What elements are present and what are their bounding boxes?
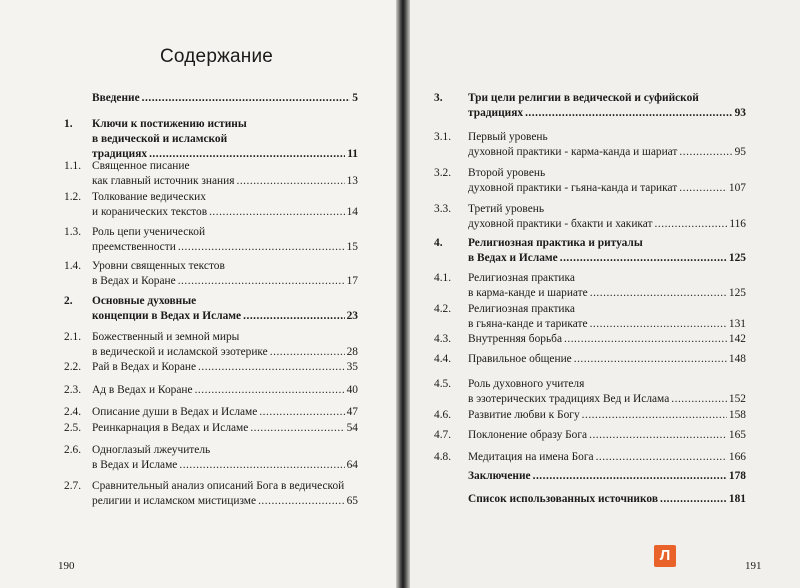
toc-entry-body (468, 236, 746, 266)
toc-entry-title-line: Внутренняя борьба (468, 333, 563, 345)
toc-entry-number: 2.6. (64, 444, 82, 456)
right-page (410, 0, 800, 588)
toc-entry-body (468, 332, 746, 347)
toc-entry-number: 2.7. (64, 480, 82, 492)
toc-entry-number: 4.4. (434, 353, 452, 365)
toc-entry-number: 2.4. (64, 406, 82, 418)
toc-entry-number: 1.1. (64, 160, 82, 172)
toc-entry-page: 165 (728, 429, 746, 441)
toc-entry-title-line: Священное писание (92, 160, 190, 172)
toc-entry-body (468, 302, 746, 332)
toc-entry-title-line: Второй уровень (468, 167, 546, 179)
toc-entry-number: 4.8. (434, 451, 452, 463)
toc-entry-page: 23 (346, 310, 358, 322)
toc-entry-title-line: Ключи к постижению истины (92, 118, 247, 130)
dot-leader (590, 286, 727, 301)
publisher-logo-icon: Л (654, 545, 676, 567)
toc-entry-page: 47 (346, 406, 358, 418)
toc-entry-number: 4. (434, 237, 443, 249)
dot-leader (178, 240, 345, 255)
dot-leader (142, 91, 351, 106)
toc-entry-page: 166 (728, 451, 746, 463)
toc-entry-title-line: Религиозная практика и ритуалы (468, 237, 643, 249)
dot-leader (671, 392, 727, 407)
toc-entry-page: 17 (346, 275, 358, 287)
dot-leader (590, 317, 727, 332)
toc-entry-page: 125 (728, 252, 746, 264)
toc-entry-title-line: в Ведах и Исламе (92, 459, 178, 471)
toc-entry-title-line: и коранических текстов (92, 206, 208, 218)
toc-entry-title-line: в карма-канде и шариате (468, 287, 588, 299)
toc-entry-body (92, 360, 358, 375)
toc-entry-body (468, 271, 746, 301)
toc-entry-page: 40 (346, 384, 358, 396)
toc-entry-page: 148 (728, 353, 746, 365)
dot-leader (525, 106, 733, 121)
dot-leader (209, 205, 345, 220)
dot-leader (179, 458, 344, 473)
toc-entry-page: 107 (728, 182, 746, 194)
toc-entry-number: 2.1. (64, 331, 82, 343)
toc-entry-title-line: Первый уровень (468, 131, 548, 143)
toc-entry-number: 3.1. (434, 131, 452, 143)
toc-entry-body (468, 492, 746, 507)
toc-entry-title-line: Третий уровень (468, 203, 545, 215)
toc-entry-title-line: традициях (92, 148, 148, 160)
toc-entry-page: 65 (346, 495, 358, 507)
toc-entry-page: 95 (734, 146, 746, 158)
toc-entry-page: 142 (728, 333, 746, 345)
toc-entry-title-line: в Ведах и Коране (92, 275, 176, 287)
toc-entry-page: 116 (729, 218, 746, 230)
toc-entry-body (92, 330, 358, 360)
toc-entry-title-line: Поклонение образу Бога (468, 429, 588, 441)
toc-entry-body (468, 408, 746, 423)
dot-leader (195, 383, 345, 398)
toc-entry-page: 11 (347, 148, 358, 160)
toc-entry-number: 3.2. (434, 167, 452, 179)
toc-entry-page: 54 (346, 422, 358, 434)
dot-leader (589, 428, 727, 443)
toc-entry-body (92, 225, 358, 255)
page-number-left: 190 (58, 560, 75, 572)
toc-entry-number: 3.3. (434, 203, 452, 215)
toc-entry-title-line: Толкование ведических (92, 191, 206, 203)
dot-leader (582, 408, 727, 423)
toc-entry-title-line: Описание души в Ведах и Исламе (92, 406, 258, 418)
toc-entry-body (468, 469, 746, 484)
toc-entry-page: 158 (728, 409, 746, 421)
toc-entry-page: 125 (728, 287, 746, 299)
toc-entry-title-line: Реинкарнация в Ведах и Исламе (92, 422, 249, 434)
toc-entry-title-line: концепции в Ведах и Исламе (92, 310, 242, 322)
toc-entry-title-line: в гьяна-канде и тарикате (468, 318, 588, 330)
toc-entry-page: 14 (346, 206, 358, 218)
toc-entry-title-line: Роль духовного учителя (468, 378, 585, 390)
page-title: Содержание (160, 46, 274, 67)
toc-entry-title-line: Религиозная практика (468, 303, 575, 315)
toc-entry-number: 1.4. (64, 260, 82, 272)
toc-entry-body (92, 443, 358, 473)
toc-entry-title-line: в ведической и исламской (92, 133, 228, 145)
toc-entry-title-line: Медитация на имена Бога (468, 451, 594, 463)
toc-entry-body (92, 479, 358, 509)
dot-leader (564, 332, 727, 347)
toc-entry-title-line: Рай в Ведах и Коране (92, 361, 197, 373)
toc-entry-title-line: в эзотерических традициях Вед и Ислама (468, 393, 670, 405)
toc-entry-page: 152 (728, 393, 746, 405)
toc-entry-title-line: религии и исламском мистицизме (92, 495, 257, 507)
toc-entry-page: 13 (346, 175, 358, 187)
toc-entry-title-line: Заключение (468, 470, 531, 482)
toc-entry-number: 2.5. (64, 422, 82, 434)
toc-entry-page: 35 (346, 361, 358, 373)
dot-leader (596, 450, 727, 465)
toc-entry-body (468, 377, 746, 407)
toc-entry-body (468, 450, 746, 465)
toc-entry-body (468, 166, 746, 196)
toc-entry-title-line: как главный источник знания (92, 175, 235, 187)
toc-entry-title-line: Ад в Ведах и Коране (92, 384, 193, 396)
toc-entry-page: 28 (346, 346, 358, 358)
toc-entry-page: 93 (734, 107, 746, 119)
dot-leader (243, 309, 344, 324)
toc-entry-number: 3. (434, 92, 443, 104)
toc-entry-page: 5 (352, 92, 358, 104)
toc-entry-body (92, 421, 358, 436)
toc-entry-body (468, 428, 746, 443)
dot-leader (259, 405, 344, 420)
toc-entry-body (468, 91, 746, 121)
toc-entry-body (468, 130, 746, 160)
toc-entry-number: 4.3. (434, 333, 452, 345)
toc-entry-body (92, 159, 358, 189)
toc-entry-page: 15 (346, 241, 358, 253)
toc-entry-number: 1.2. (64, 191, 82, 203)
dot-leader (250, 421, 344, 436)
toc-entry-title-line: Одноглазый лжеучитель (92, 444, 211, 456)
toc-entry-title-line: в ведической и исламской эзотерике (92, 346, 268, 358)
toc-entry-page: 181 (728, 493, 746, 505)
dot-leader (533, 469, 727, 484)
toc-entry-body (92, 91, 358, 106)
toc-entry-number: 4.6. (434, 409, 452, 421)
toc-entry-number: 4.2. (434, 303, 452, 315)
left-page (0, 0, 396, 588)
toc-entry-title-line: Уровни священных текстов (92, 260, 225, 272)
toc-entry-number: 2.3. (64, 384, 82, 396)
toc-entry-title-line: преемственности (92, 241, 176, 253)
dot-leader (270, 345, 345, 360)
toc-entry-title-line: Введение (92, 92, 140, 104)
toc-entry-page: 131 (728, 318, 746, 330)
toc-entry-title-line: Религиозная практика (468, 272, 575, 284)
dot-leader (574, 352, 727, 367)
toc-entry-number: 4.7. (434, 429, 452, 441)
toc-entry-title-line: духовной практики - гьяна-канда и тарикат (468, 182, 678, 194)
toc-entry-number: 4.1. (434, 272, 452, 284)
dot-leader (560, 251, 727, 266)
toc-entry-number: 2.2. (64, 361, 82, 373)
toc-entry-page: 178 (728, 470, 746, 482)
toc-entry-number: 2. (64, 295, 73, 307)
toc-entry-title-line: Сравнительный анализ описаний Бога в ведической (92, 480, 345, 492)
toc-entry-page: 64 (346, 459, 358, 471)
dot-leader (679, 145, 732, 160)
toc-entry-body (468, 202, 746, 232)
toc-entry-body (92, 190, 358, 220)
dot-leader (178, 274, 345, 289)
toc-entry-title-line: Правильное общение (468, 353, 572, 365)
toc-entry-title-line: Развитие любви к Богу (468, 409, 580, 421)
dot-leader (660, 492, 727, 507)
toc-entry-title-line: Список использованных источников (468, 493, 658, 505)
page-number-right: 191 (745, 560, 762, 572)
toc-entry-body (92, 259, 358, 289)
toc-entry-title-line: духовной практики - бхакти и хакикат (468, 218, 653, 230)
toc-entry-body (92, 294, 358, 324)
dot-leader (198, 360, 345, 375)
toc-entry-body (92, 383, 358, 398)
book-gutter (396, 0, 410, 588)
toc-entry-body (92, 117, 358, 162)
dot-leader (679, 181, 727, 196)
dot-leader (258, 494, 345, 509)
toc-entry-title-line: в Ведах и Исламе (468, 252, 558, 264)
toc-entry-number: 1.3. (64, 226, 82, 238)
toc-entry-title-line: традициях (468, 107, 524, 119)
toc-entry-title-line: Божественный и земной миры (92, 331, 240, 343)
toc-entry-number: 1. (64, 118, 73, 130)
toc-entry-title-line: Основные духовные (92, 295, 197, 307)
toc-entry-number: 4.5. (434, 378, 452, 390)
toc-entry-title-line: Роль цепи ученической (92, 226, 206, 238)
toc-entry-title-line: Три цели религии в ведической и суфийской (468, 92, 699, 104)
dot-leader (236, 174, 344, 189)
dot-leader (655, 217, 728, 232)
toc-entry-title-line: духовной практики - карма-канда и шариат (468, 146, 678, 158)
toc-entry-body (468, 352, 746, 367)
toc-entry-body (92, 405, 358, 420)
